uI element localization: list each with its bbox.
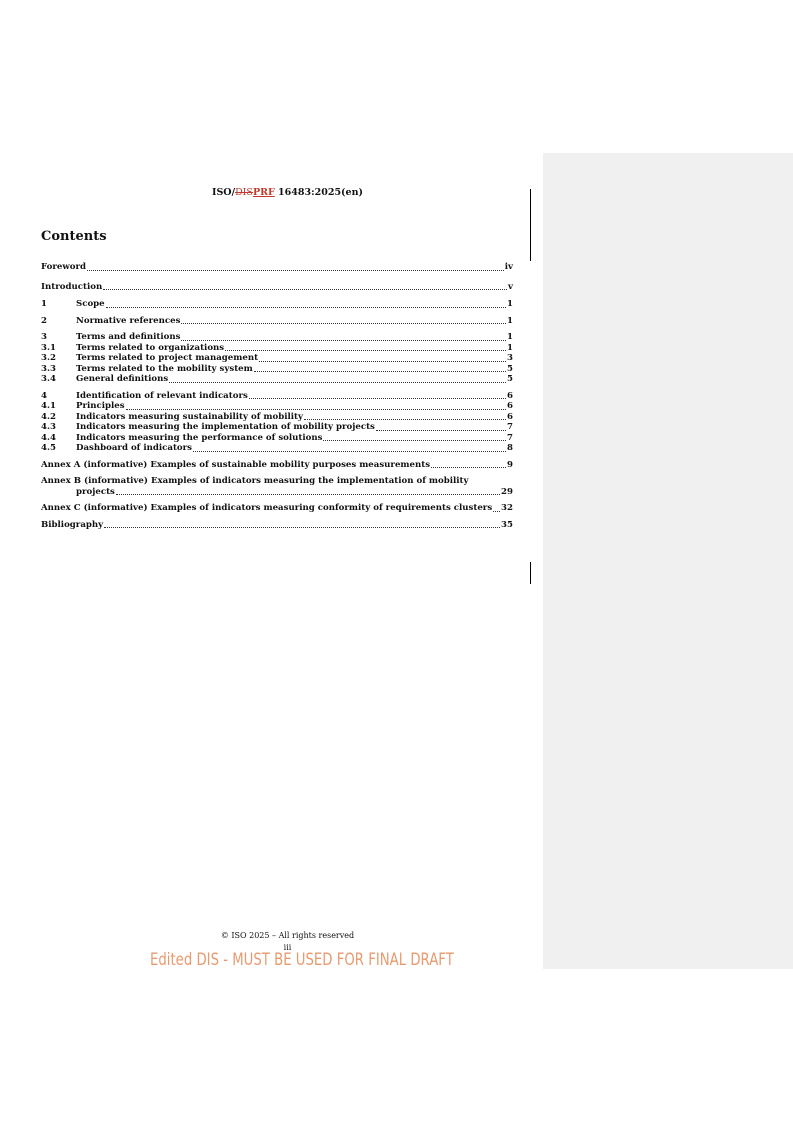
change-bar-top xyxy=(530,189,531,261)
toc-entry-page: 29 xyxy=(501,486,513,497)
toc-entry-number: 4.3 xyxy=(41,422,56,432)
toc-entry-page: 8 xyxy=(507,443,513,453)
toc-entry[interactable] xyxy=(41,422,513,433)
toc-entry[interactable] xyxy=(41,391,513,402)
toc-leader-dots xyxy=(181,339,506,341)
toc-entry-title: General definitions xyxy=(76,374,169,384)
toc-entry-number: 1 xyxy=(41,299,47,309)
contents-title: Contents xyxy=(41,229,107,244)
toc-leader-dots xyxy=(116,493,500,495)
toc-entry[interactable] xyxy=(41,374,513,385)
toc-entry-page: 9 xyxy=(507,459,513,470)
toc-entry[interactable] xyxy=(41,503,513,514)
toc-entry[interactable] xyxy=(41,433,513,444)
toc-entry-page: 5 xyxy=(507,363,513,374)
toc-entry-title: Principles xyxy=(76,401,125,411)
toc-entry[interactable] xyxy=(41,282,513,293)
toc-entry[interactable] xyxy=(41,316,513,327)
toc-entry-page: 35 xyxy=(501,519,513,530)
toc-entry-page: 3 xyxy=(507,353,513,363)
toc-entry-title: Foreword xyxy=(41,262,87,272)
toc-entry-page: 1 xyxy=(507,332,513,342)
toc-entry-title: Terms related to the mobility system xyxy=(76,363,253,374)
toc-entry[interactable] xyxy=(41,364,513,375)
toc-entry-number: 4.5 xyxy=(41,443,56,453)
toc-entry-page: 1 xyxy=(507,299,513,309)
toc-entry-title: Indicators measuring the implementation of mobility projects xyxy=(76,422,375,432)
toc-entry[interactable] xyxy=(41,353,513,364)
header-deleted-text: DIS xyxy=(235,187,253,198)
toc-entry[interactable] xyxy=(41,476,513,497)
toc-entry-page: 32 xyxy=(501,503,513,513)
header-inserted-text: PRF xyxy=(252,187,275,198)
toc-entry[interactable] xyxy=(41,401,513,412)
toc-entry-page: 7 xyxy=(507,422,513,432)
toc-entry-title: Scope xyxy=(76,299,105,309)
toc-entry-page: 1 xyxy=(507,342,513,353)
toc-leader-dots xyxy=(169,381,506,383)
toc-entry-number: 3.2 xyxy=(41,353,56,363)
change-bar-bottom xyxy=(530,562,531,584)
toc-entry-title: Annex C (informative) Examples of indicators measuring conformity of requirements clusters xyxy=(41,503,493,513)
toc-entry-number: 4 xyxy=(41,390,47,401)
toc-entry[interactable] xyxy=(41,412,513,423)
toc-leader-dots xyxy=(106,306,506,308)
toc-entry[interactable] xyxy=(41,520,513,531)
toc-entry-number: 4.1 xyxy=(41,401,56,411)
toc-entry-title: Introduction xyxy=(41,281,103,292)
toc-entry-number: 2 xyxy=(41,315,47,326)
toc-leader-dots xyxy=(323,439,506,441)
toc-leader-dots xyxy=(304,418,506,420)
toc-entry-number: 3.4 xyxy=(41,374,56,384)
table-of-contents xyxy=(41,262,513,530)
toc-entry-number: 3.1 xyxy=(41,342,56,353)
toc-leader-dots xyxy=(181,322,506,324)
toc-entry-title: Terms and definitions xyxy=(76,332,181,342)
toc-entry-title: Annex A (informative) Examples of sustainable mobility purposes measurements xyxy=(41,459,431,470)
toc-entry-page: 7 xyxy=(507,432,513,443)
toc-entry[interactable] xyxy=(41,262,513,273)
toc-entry-page: v xyxy=(508,281,513,292)
toc-leader-dots xyxy=(376,429,506,431)
toc-leader-dots xyxy=(259,360,506,362)
toc-entry-title: Indicators measuring the performance of solutions xyxy=(76,432,323,443)
toc-entry[interactable] xyxy=(41,332,513,343)
toc-leader-dots xyxy=(193,450,506,452)
toc-entry-title: Annex B (informative) Examples of indicators measuring the implementation of mobility xyxy=(41,476,469,486)
toc-leader-dots xyxy=(254,370,506,372)
toc-leader-dots xyxy=(249,397,506,399)
toc-entry[interactable] xyxy=(41,443,513,454)
toc-entry-number: 3.3 xyxy=(41,363,56,374)
header-prefix: ISO/ xyxy=(212,187,236,198)
toc-leader-dots xyxy=(103,288,507,290)
toc-entry[interactable] xyxy=(41,343,513,354)
toc-entry-page: 5 xyxy=(507,374,513,384)
toc-entry-title: Dashboard of indicators xyxy=(76,443,193,453)
comment-pane xyxy=(543,153,793,969)
toc-entry-page: iv xyxy=(504,262,513,272)
toc-leader-dots xyxy=(225,349,506,351)
toc-entry-title: Indicators measuring sustainability of mobility xyxy=(76,411,303,422)
watermark: Edited DIS - MUST BE USED FOR FINAL DRAFT xyxy=(150,950,454,970)
toc-leader-dots xyxy=(126,408,506,410)
toc-entry-title-continued: projects xyxy=(76,486,115,497)
footer-page-number: iii xyxy=(283,943,292,952)
toc-entry-number: 4.4 xyxy=(41,432,56,443)
toc-entry-title: Terms related to organizations xyxy=(76,342,225,353)
toc-entry[interactable] xyxy=(41,460,513,471)
toc-leader-dots xyxy=(493,510,500,512)
toc-entry-number: 4.2 xyxy=(41,411,56,422)
toc-entry-number: 3 xyxy=(41,332,47,342)
toc-entry-title: Bibliography xyxy=(41,519,104,530)
footer-copyright: © ISO 2025 – All rights reserved xyxy=(220,931,355,940)
toc-entry[interactable] xyxy=(41,299,513,310)
toc-entry-page: 1 xyxy=(507,315,513,326)
header-suffix: 16483:2025(en) xyxy=(274,187,363,198)
toc-entry-page: 6 xyxy=(507,390,513,401)
toc-leader-dots xyxy=(87,269,504,271)
toc-entry-title: Identification of relevant indicators xyxy=(76,390,248,401)
toc-leader-dots xyxy=(104,526,500,528)
toc-entry-title: Terms related to project management xyxy=(76,353,259,363)
document-header xyxy=(40,187,535,198)
toc-entry-title: Normative references xyxy=(76,315,181,326)
toc-entry-page: 6 xyxy=(507,411,513,422)
toc-leader-dots xyxy=(431,466,506,468)
toc-entry-page: 6 xyxy=(507,401,513,411)
